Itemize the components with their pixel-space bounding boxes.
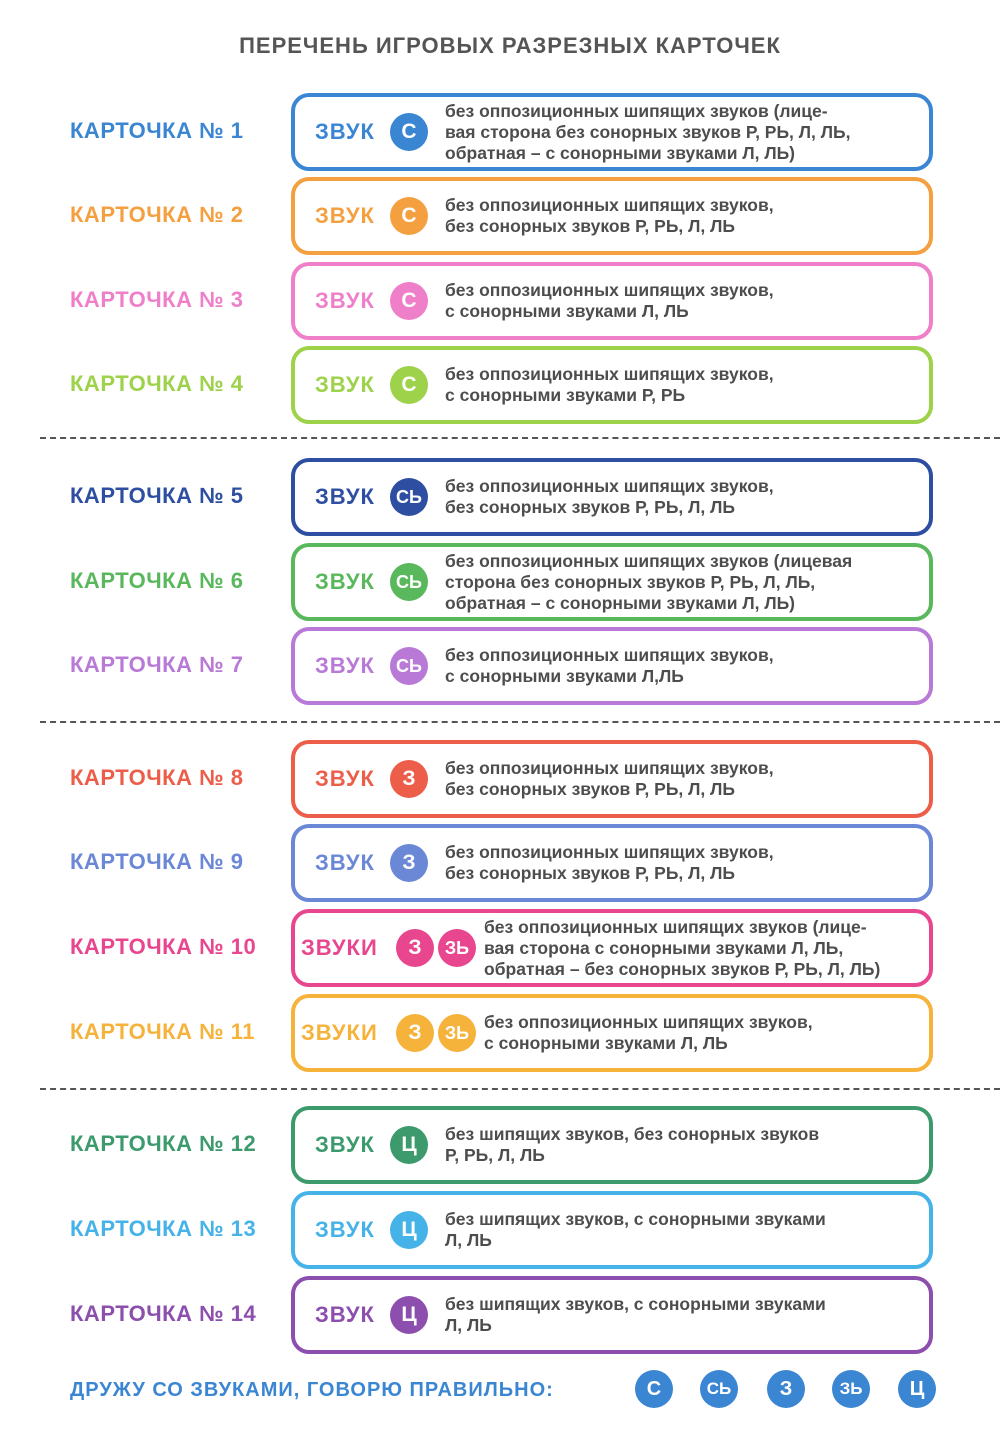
card-description	[445, 462, 919, 532]
description-line: с сонорными звуками Л,ЛЬ	[445, 666, 684, 686]
card-description	[484, 913, 919, 983]
description-line: без шипящих звуков, с сонорными звуками	[445, 1209, 826, 1229]
sound-circle: З	[767, 1370, 805, 1408]
sound-circle: ЗЬ	[832, 1370, 870, 1408]
description-line: без сонорных звуков Р, РЬ, Л, ЛЬ	[445, 779, 735, 799]
card-box	[291, 909, 933, 987]
card-row	[0, 1191, 1000, 1267]
description-line: без оппозиционных шипящих звуков,	[445, 645, 774, 665]
description-line: с сонорными звуками Л, ЛЬ	[445, 301, 689, 321]
sound-circle: Ц	[390, 1296, 428, 1334]
description-line: обратная – с сонорными звуками Л, ЛЬ)	[445, 592, 796, 613]
sound-word: ЗВУК	[315, 850, 375, 875]
card-box	[291, 458, 933, 536]
description-line: без сонорных звуков Р, РЬ, Л, ЛЬ	[445, 497, 735, 517]
description-line: вая сторона с сонорными звуками Л, ЛЬ,	[484, 937, 844, 958]
sound-word: ЗВУК	[315, 119, 375, 144]
sound-circle: СЬ	[390, 647, 428, 685]
card-row	[0, 262, 1000, 338]
sound-circle: СЬ	[390, 563, 428, 601]
card-label: КАРТОЧКА № 1	[70, 118, 244, 143]
card-label: КАРТОЧКА № 3	[70, 287, 244, 312]
sound-word: ЗВУК	[315, 766, 375, 791]
card-label: КАРТОЧКА № 4	[70, 371, 244, 396]
card-label: КАРТОЧКА № 5	[70, 483, 244, 508]
sound-circle: С	[390, 366, 428, 404]
card-label: КАРТОЧКА № 11	[70, 1019, 255, 1044]
card-label: КАРТОЧКА № 2	[70, 202, 244, 227]
section-divider	[40, 437, 1000, 439]
description-line: без сонорных звуков Р, РЬ, Л, ЛЬ	[445, 216, 735, 236]
section-divider	[40, 721, 1000, 723]
card-box	[291, 994, 933, 1072]
card-row	[0, 458, 1000, 534]
sound-word: ЗВУК	[315, 1132, 375, 1157]
card-box	[291, 93, 933, 171]
card-label: КАРТОЧКА № 12	[70, 1131, 257, 1156]
description-line: Л, ЛЬ	[445, 1315, 492, 1335]
card-row	[0, 93, 1000, 169]
card-description	[445, 631, 919, 701]
card-box	[291, 1276, 933, 1354]
description-line: без оппозиционных шипящих звуков,	[445, 476, 774, 496]
sound-word: ЗВУК	[315, 569, 375, 594]
sound-circle: С	[390, 113, 428, 151]
sound-circle: З	[390, 760, 428, 798]
card-row	[0, 177, 1000, 253]
sound-word: ЗВУК	[315, 203, 375, 228]
description-line: без оппозиционных шипящих звуков,	[484, 1012, 813, 1032]
card-label: КАРТОЧКА № 14	[70, 1301, 257, 1326]
card-description	[445, 1195, 919, 1265]
card-row	[0, 627, 1000, 703]
sound-circle: Ц	[898, 1370, 936, 1408]
sound-word: ЗВУКИ	[301, 1020, 378, 1045]
sound-circle: С	[390, 282, 428, 320]
card-row	[0, 740, 1000, 816]
card-box	[291, 346, 933, 424]
description-line: Л, ЛЬ	[445, 1230, 492, 1250]
card-box	[291, 1191, 933, 1269]
section-divider	[40, 1088, 1000, 1090]
card-label: КАРТОЧКА № 6	[70, 568, 244, 593]
description-line: с сонорными звуками Р, РЬ	[445, 385, 686, 405]
card-box	[291, 824, 933, 902]
card-row	[0, 1106, 1000, 1182]
card-label: КАРТОЧКА № 10	[70, 934, 257, 959]
card-row	[0, 909, 1000, 985]
description-line: без шипящих звуков, без сонорных звуков	[445, 1124, 820, 1144]
footer	[70, 1370, 970, 1410]
card-box	[291, 262, 933, 340]
card-label: КАРТОЧКА № 7	[70, 652, 244, 677]
description-line: без оппозиционных шипящих звуков,	[445, 758, 774, 778]
description-line: без шипящих звуков, с сонорными звуками	[445, 1294, 826, 1314]
card-description	[445, 828, 919, 898]
page-title: ПЕРЕЧЕНЬ ИГРОВЫХ РАЗРЕЗНЫХ КАРТОЧЕК	[239, 33, 781, 58]
card-box	[291, 1106, 933, 1184]
description-line: вая сторона без сонорных звуков Р, РЬ, Л, ЛЬ,	[445, 121, 851, 142]
sound-word: ЗВУК	[315, 288, 375, 313]
card-box	[291, 740, 933, 818]
card-box	[291, 177, 933, 255]
card-description	[445, 266, 919, 336]
description-line: сторона без сонорных звуков Р, РЬ, Л, ЛЬ,	[445, 571, 816, 592]
description-line: без оппозиционных шипящих звуков,	[445, 195, 774, 215]
sound-word: ЗВУК	[315, 484, 375, 509]
card-description	[445, 744, 919, 814]
sound-circle: СЬ	[390, 478, 428, 516]
card-label: КАРТОЧКА № 13	[70, 1216, 257, 1241]
card-row	[0, 1276, 1000, 1352]
sound-circle: З	[396, 1014, 434, 1052]
card-label: КАРТОЧКА № 9	[70, 849, 244, 874]
sound-word: ЗВУК	[315, 1302, 375, 1327]
sound-circle: СЬ	[700, 1370, 738, 1408]
description-line: без оппозиционных шипящих звуков (лице-	[445, 100, 828, 121]
sound-circle: С	[390, 197, 428, 235]
description-line: без сонорных звуков Р, РЬ, Л, ЛЬ	[445, 863, 735, 883]
description-line: с сонорными звуками Л, ЛЬ	[484, 1033, 728, 1053]
description-line: обратная – с сонорными звуками Л, ЛЬ)	[445, 142, 796, 163]
card-description	[445, 181, 919, 251]
sound-word: ЗВУК	[315, 1217, 375, 1242]
card-row	[0, 543, 1000, 619]
footer-slogan: ДРУЖУ СО ЗВУКАМИ, ГОВОРЮ ПРАВИЛЬНО:	[70, 1379, 554, 1401]
card-description	[445, 350, 919, 420]
card-row	[0, 346, 1000, 422]
card-row	[0, 994, 1000, 1070]
sound-word: ЗВУКИ	[301, 935, 378, 960]
card-description	[445, 1110, 919, 1180]
description-line: без оппозиционных шипящих звуков (лицевая	[445, 550, 853, 571]
card-box	[291, 543, 933, 621]
card-description	[445, 547, 919, 617]
description-line: без оппозиционных шипящих звуков,	[445, 280, 774, 300]
sound-circle: Ц	[390, 1211, 428, 1249]
sound-word: ЗВУК	[315, 372, 375, 397]
sound-circle: ЗЬ	[438, 929, 476, 967]
description-line: без оппозиционных шипящих звуков,	[445, 842, 774, 862]
card-description	[484, 998, 919, 1068]
sound-circle: ЗЬ	[438, 1014, 476, 1052]
card-box	[291, 627, 933, 705]
sound-word: ЗВУК	[315, 653, 375, 678]
sound-circle: С	[635, 1370, 673, 1408]
description-line: без оппозиционных шипящих звуков (лице-	[484, 916, 867, 937]
description-line: без оппозиционных шипящих звуков,	[445, 364, 774, 384]
card-label: КАРТОЧКА № 8	[70, 765, 244, 790]
sound-circle: З	[396, 929, 434, 967]
card-row	[0, 824, 1000, 900]
description-line: обратная – без сонорных звуков Р, РЬ, Л, ЛЬ)	[484, 958, 881, 979]
card-description	[445, 97, 919, 167]
sound-circle: З	[390, 844, 428, 882]
card-description	[445, 1280, 919, 1350]
description-line: Р, РЬ, Л, ЛЬ	[445, 1145, 545, 1165]
sound-circle: Ц	[390, 1126, 428, 1164]
